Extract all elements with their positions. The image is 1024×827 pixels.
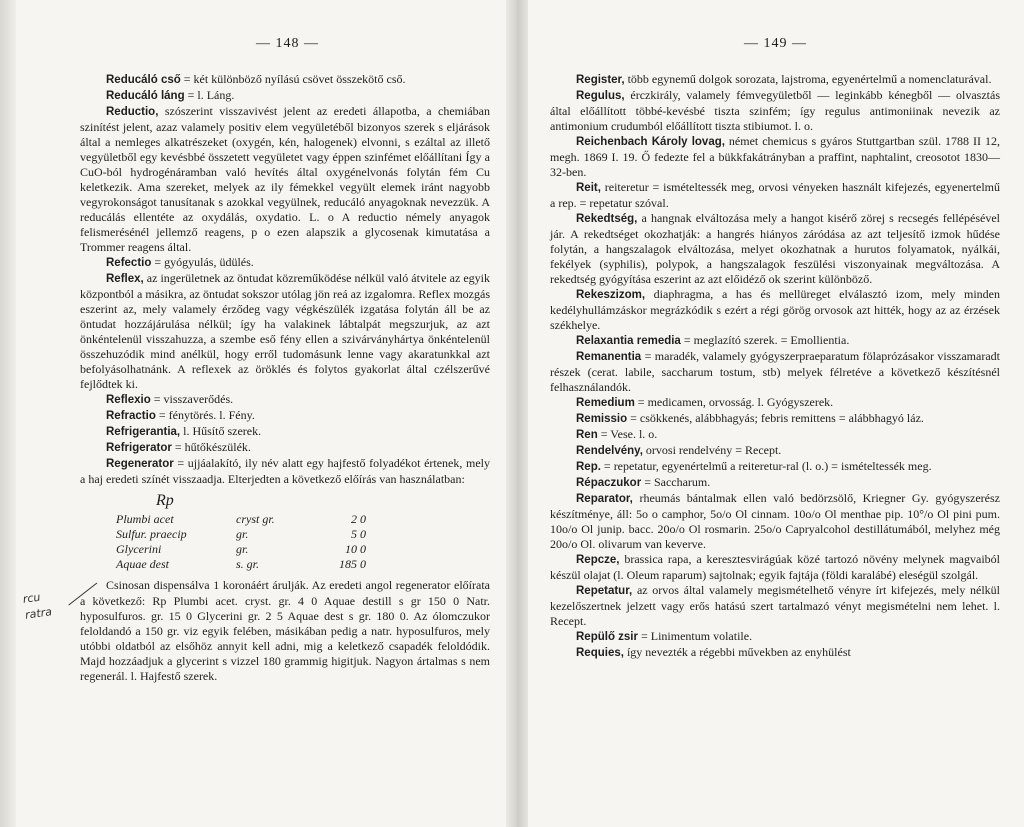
entry-definition: = gyógyulás, üdülés. <box>151 255 254 269</box>
entry-definition: orvosi rendelvény = Recept. <box>642 443 782 457</box>
dictionary-entry <box>80 104 490 255</box>
recipe-quantity: 2 0 <box>351 512 366 526</box>
entry-headword: Requies, <box>576 647 624 659</box>
entry-definition: az ingerületnek az öntudat közreműködése nélkül való átvitele az egyik központból a másikra, az öntudat sokszor utólag jön reá az izgalomra. Reflex mozgás eszerint az, mely valamely érződeg vagy végkészülék izgatása folytán áll be az öntudat hozzájárulása nélkül; így ha valakinek lábtalpát megszurjuk, az azt önkéntelenül visszahuzza, a szembe eső fény ellen a szivárványhártya önkéntelenül összehuzódik mind anélkül, hogy erről tudomásunk lenne vagy akaratunkkal azt befolyásolhatnánk. A reflexek az öröklés és folytos gyakorlat által czélszerűvé fejlődtek ki. <box>80 271 490 391</box>
dictionary-entry <box>550 411 1000 427</box>
entry-headword: Reflexio <box>106 394 151 406</box>
dictionary-entry <box>80 271 490 392</box>
dictionary-entry <box>550 287 1000 333</box>
dictionary-entry <box>550 552 1000 583</box>
dictionary-entry <box>80 424 490 440</box>
recipe-line <box>116 512 490 527</box>
entry-headword: Rendelvény, <box>576 445 643 457</box>
entry-headword: Regenerator <box>106 458 174 470</box>
page-number: — 148 — <box>256 36 319 51</box>
recipe-lines <box>116 512 490 572</box>
entry-headword: Reducáló cső <box>106 74 181 86</box>
recipe-line <box>116 542 490 557</box>
entry-headword: Relaxantia remedia <box>576 335 681 347</box>
entry-list <box>550 72 1000 661</box>
dictionary-entry <box>550 88 1000 134</box>
recipe-ingredient: Plumbi acet <box>116 512 174 526</box>
book-gutter <box>506 0 528 827</box>
dictionary-entry <box>80 392 490 408</box>
entry-definition: Csinosan dispensálva 1 koronáért árulják. Az eredeti angol regenerator előírata a következő: Rp Plumbi acet. cryst. gr. 4 0 Aquae destill s gr 150 0 Natr. hyposulfuros. gr. 15 0 Glycerini gr. 2 5 Aquae dest s gr. 180 0. Az ólomczukor feloldandó a 150 gr. viz egyik felében, másikában pedig a natr. hyposulfuros, mely utóbbi oldatból az elsőhöz annyit kell adni, mig a keletkező csapadék feloldódik. Majd hozzáadjuk a glycerint s vizzel 180 grammig higitjuk. Nagyon ártalmas s nem regenerál. l. Hajfestő szerek. <box>80 578 490 683</box>
recipe-ingredient: Aquae dest <box>116 557 169 571</box>
entry-headword: Refectio <box>106 257 152 269</box>
entry-headword: Rekedtség, <box>576 213 638 225</box>
entry-headword: Ren <box>576 429 598 441</box>
entry-definition: = csökkenés, alábbhagyás; febris remittens = alábbhagyó láz. <box>627 411 924 425</box>
dictionary-entry <box>550 459 1000 475</box>
recipe-rp: Rp <box>156 492 174 509</box>
entry-definition: = ujjáalakító, ily név alatt egy hajfestő folyadékot értenek, mely a haj eredeti színét visszaadja. Elterjedten a következő előírás van használatban: <box>80 456 490 486</box>
entry-headword: Regulus, <box>576 90 625 102</box>
entry-definition: = meglazító szerek. = Emollientia. <box>680 333 850 347</box>
entry-headword: Refrigerantia, <box>106 426 181 438</box>
recipe-line <box>116 557 490 572</box>
entry-headword: Repetatur, <box>576 585 633 597</box>
entry-headword: Reparator, <box>576 493 633 505</box>
entry-definition: az orvos által valamely megismételhető vényre írt kifejezés, mely nélkül kezelőszertnek jelzett vagy erős hatású szert tartalmazó vényt megismételni nem lehet. l. Recept. <box>550 583 1000 628</box>
recipe-unit: gr. <box>236 527 249 541</box>
dictionary-entry <box>550 427 1000 443</box>
entry-headword: Reflex, <box>106 273 144 285</box>
entry-list <box>80 578 490 684</box>
dictionary-entry <box>550 333 1000 349</box>
entry-definition: l. Hűsítő szerek. <box>180 424 262 438</box>
right-page-text <box>550 72 1000 661</box>
entry-definition: = hűtőkészülék. <box>171 440 251 454</box>
recipe-line <box>116 527 490 542</box>
entry-headword: Repcze, <box>576 554 620 566</box>
dictionary-entry <box>550 443 1000 459</box>
dictionary-entry <box>80 456 490 487</box>
entry-definition: = fénytörés. l. Fény. <box>155 408 255 422</box>
dictionary-entry <box>80 440 490 456</box>
entry-headword: Reit, <box>576 182 601 194</box>
entry-definition: rheumás bántalmak ellen való bedörzsölő, Kriegner Gy. gyógyszerész készítménye, áll: 5o o camphor, 5o/o Ol cinnam. 10o/o Ol menthae pip. 10°/o Ol pini pum. 10o/o Ol junip. bacc. 20o/o Ol rosmarin. 25o/o Capryalcohol destillátumából, melyhez még 20o/o Ol. olivarum van keverve. <box>550 491 1000 551</box>
entry-definition: = Vese. l. o. <box>597 427 658 441</box>
recipe-unit: s. gr. <box>236 557 260 571</box>
dictionary-entry <box>550 72 1000 88</box>
entry-definition: = l. Láng. <box>184 88 235 102</box>
margin-note-line: ratra <box>24 605 53 622</box>
dictionary-entry <box>80 88 490 104</box>
left-page <box>0 0 506 827</box>
dictionary-entry <box>550 629 1000 645</box>
entry-definition: = maradék, valamely gyógyszerpraeparatum fölaprózásakor visszamaradt részek (cerat. labile, saccharum tostum, stb) melyek félretéve a következő készítésnél felhasználandók. <box>550 349 1000 394</box>
entry-list <box>80 72 490 487</box>
entry-headword: Rep. <box>576 461 601 473</box>
dictionary-entry <box>550 211 1000 287</box>
entry-headword: Reductio, <box>106 106 159 118</box>
entry-headword: Remanentia <box>576 351 642 363</box>
entry-headword: Repülő zsir <box>576 631 638 643</box>
entry-definition: több egynemű dolgok sorozata, lajstroma, egyenértelmű a nomenclaturával. <box>624 72 992 86</box>
dictionary-entry <box>550 349 1000 395</box>
entry-definition: = Saccharum. <box>641 475 711 489</box>
recipe-unit: cryst gr. <box>236 512 275 526</box>
left-page-text <box>80 72 490 684</box>
entry-definition: diaphragma, a has és mellüreget elválasztó izom, mely minden kedélyhullámzáskor megrázkódik s ezért a régi görög orvosok azt hitték, hogy az az érzések székhelye. <box>550 287 1000 332</box>
dictionary-entry <box>550 395 1000 411</box>
dictionary-entry <box>550 475 1000 491</box>
page-number: — 149 — <box>744 36 807 51</box>
recipe-block <box>116 493 490 572</box>
handwritten-margin-note <box>22 588 53 623</box>
recipe-ingredient: Glycerini <box>116 542 162 556</box>
entry-headword: Reducáló láng <box>106 90 185 102</box>
entry-definition: = Linimentum volatile. <box>637 629 753 643</box>
dictionary-entry <box>550 491 1000 552</box>
entry-headword: Reichenbach Károly lovag, <box>576 136 725 148</box>
recipe-ingredient: Sulfur. praecip <box>116 527 187 541</box>
dictionary-entry <box>80 578 490 684</box>
dictionary-entry <box>550 645 1000 661</box>
entry-headword: Rekeszizom, <box>576 289 646 301</box>
dictionary-entry <box>550 180 1000 211</box>
entry-definition: így nevezték a régebbi művekben az enyhülést <box>623 645 851 659</box>
entry-definition: = visszaverődés. <box>150 392 234 406</box>
recipe-quantity: 10 0 <box>345 542 366 556</box>
entry-headword: Remedium <box>576 397 635 409</box>
dictionary-entry <box>550 583 1000 629</box>
entry-definition: érczkirály, valamely fémvegyületből — leginkább kénegből — olvasztás által előállított többé-kevésbé tiszta szinfém; így regulus antimoniinak nevezik az antimonium crudumból előállított tiszta stibiumot. l. o. <box>550 88 1000 133</box>
dictionary-entry <box>80 408 490 424</box>
recipe-quantity: 185 0 <box>339 557 366 571</box>
entry-definition: német chemicus s gyáros Stuttgartban szül. 1788 II 12, megh. 1869 I. 19. Ő fedezte fel a bükkfakátrányban a praffint, naphtalint, creosotot 1830—32-ben. <box>550 134 1001 179</box>
entry-definition: a hangnak elváltozása mely a hangot kisérő zörej s recsegés fellépésével jár. A rekedtséget okozhatják: a hangrés hiányos záródása az azt teljesítő izmok hűdése folytán, a hangszalagok elváltozása, melyet okozhatnak a hurutos folyamatok, nyálkái, fekélyek (syphilis), polypok, a hangszalagok feszülési viszonyainak megváltozása. A rekedtség gyógyítása eszerint az azt előidéző ok szerint különböző. <box>550 211 1000 286</box>
entry-definition: = két különböző nyílású csövet összekötő cső. <box>180 72 406 86</box>
recipe-quantity: 5 0 <box>351 527 366 541</box>
margin-note-line: rcu <box>22 590 42 606</box>
entry-definition: = medicamen, orvosság. l. Gyógyszerek. <box>634 395 834 409</box>
entry-definition: reiteretur = ismételtessék meg, orvosi vényeken használt kifejezés, egyenertelmű a rep. = repetatur szóval. <box>550 180 1000 210</box>
entry-headword: Répaczukor <box>576 477 642 489</box>
recipe-unit: gr. <box>236 542 249 556</box>
dictionary-entry <box>80 255 490 271</box>
entry-headword: Register, <box>576 74 625 86</box>
entry-definition: szószerint visszavivést jelent az eredeti állapotba, a chemiában szinítést jelent, azaz valamely positiv elem vegyületéből bizonyos szerek s eljárások által a nemleges alkatrészeket (oxygén, kén, halogenek) elvonni, s ezáltal az illető vegyületből egy kevésbbé összetett vegyületet vagy éppen szinfémet előállítani Így a CuO-ból hydrogénáramban való hevítés által oxygénelvonás folytán fém Cu keletkezik. Ama szereket, melyek az ily fémekkel vegyült elemek iránt nagyobb vegyrokonságot tanusítanak s azokkal vegyülnek, reducáló anyagoknak nevezzük. A reducálás ellentéte az oxydálás, oxydatio. L. o A reductio némely anyagok felismerésénél jellemző reagens, p o ezen alapszik a glycosenak kimutatása a Trommer reagens által. <box>80 104 490 254</box>
right-page <box>528 0 1024 827</box>
entry-headword: Refrigerator <box>106 442 172 454</box>
entry-headword: Remissio <box>576 413 628 425</box>
dictionary-entry <box>550 134 1000 180</box>
entry-definition: = repetatur, egyenértelmű a reiteretur-ral (l. o.) = ismételtessék meg. <box>600 459 932 473</box>
entry-headword: Refractio <box>106 410 156 422</box>
entry-definition: brassica rapa, a keresztesvirágúak közé tartozó növény melynek magvaiból készül olajat (l. Oleum raparum) sajtolnak; egyik fajtája (földi karalábé) eleségül szolgál. <box>550 552 1000 582</box>
dictionary-entry <box>80 72 490 88</box>
